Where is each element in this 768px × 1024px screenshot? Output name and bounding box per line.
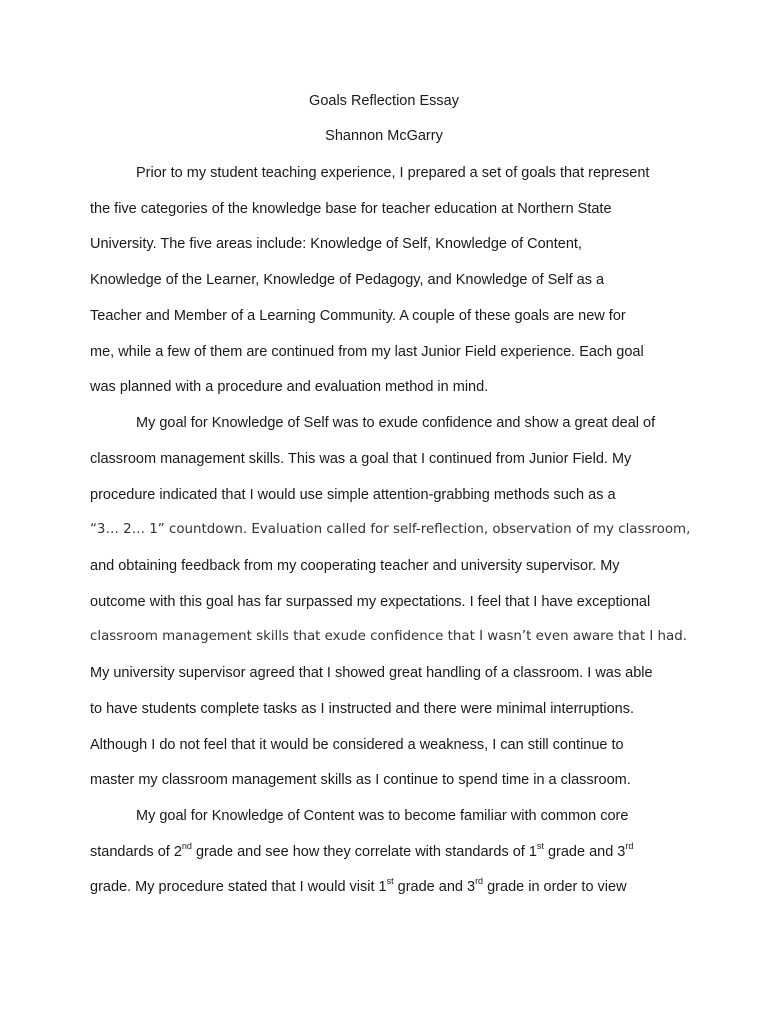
line-segment: grade in order to view (483, 879, 627, 895)
paragraph-3-line-1: My goal for Knowledge of Content was to become familiar with common core (136, 808, 629, 824)
paragraph-1-line-3: University. The five areas include: Knowledge of Self, Knowledge of Content, (90, 236, 582, 252)
paragraph-1-line-4: Knowledge of the Learner, Knowledge of Pedagogy, and Knowledge of Self as a (90, 272, 605, 288)
paragraph-2-line-8: My university supervisor agreed that I showed great handling of a classroom. I was able (90, 665, 653, 681)
paragraph-1-line-7: was planned with a procedure and evaluation method in mind. (90, 379, 489, 395)
paragraph-2-line-10: Although I do not feel that it would be considered a weakness, I can still continue to (90, 737, 624, 753)
line-segment: grade and 3 (543, 844, 626, 860)
ordinal-suffix: st (536, 841, 544, 852)
line-segment: standards of 2 (90, 844, 182, 860)
ordinal-suffix: st (386, 876, 394, 887)
paragraph-1-line-2: the five categories of the knowledge base for teacher education at Northern State (90, 201, 612, 217)
paragraph-2-line-11: master my classroom management skills as I continue to spend time in a classroom. (90, 772, 631, 788)
line-segment: grade and 3 (393, 879, 476, 895)
paragraph-2-line-6: outcome with this goal has far surpassed my expectations. I feel that I have exceptional (90, 594, 651, 610)
paragraph-3-line-2 (90, 843, 633, 861)
paragraph-2-line-4: “3… 2… 1” countdown. Evaluation called for self-reflection, observation of my classroom, (90, 522, 691, 537)
paragraph-1-line-6: me, while a few of them are continued from my last Junior Field experience. Each goal (90, 344, 644, 360)
paragraph-2-line-5: and obtaining feedback from my cooperating teacher and university supervisor. My (90, 558, 620, 574)
paragraph-2-line-1: My goal for Knowledge of Self was to exude confidence and show a great deal of (136, 415, 656, 431)
paragraph-1-line-5: Teacher and Member of a Learning Community. A couple of these goals are new for (90, 308, 626, 324)
paragraph-2-line-9: to have students complete tasks as I instructed and there were minimal interruptions. (90, 701, 635, 717)
paragraph-2-line-3: procedure indicated that I would use simple attention-grabbing methods such as a (90, 487, 616, 503)
paragraph-2-line-7: classroom management skills that exude confidence that I wasn’t even aware that I had. (90, 629, 687, 644)
ordinal-suffix: rd (625, 841, 634, 852)
paragraph-2-line-2: classroom management skills. This was a goal that I continued from Junior Field. My (90, 451, 632, 467)
line-segment: grade and see how they correlate with standards of 1 (191, 844, 537, 860)
line-segment: grade. My procedure stated that I would visit 1 (90, 879, 387, 895)
essay-title: Goals Reflection Essay (309, 93, 459, 109)
essay-author: Shannon McGarry (325, 128, 443, 144)
paragraph-3-line-3 (90, 878, 627, 896)
ordinal-suffix: rd (475, 876, 484, 887)
paragraph-1-line-1: Prior to my student teaching experience, I prepared a set of goals that represent (136, 165, 650, 181)
ordinal-suffix: nd (181, 841, 192, 852)
